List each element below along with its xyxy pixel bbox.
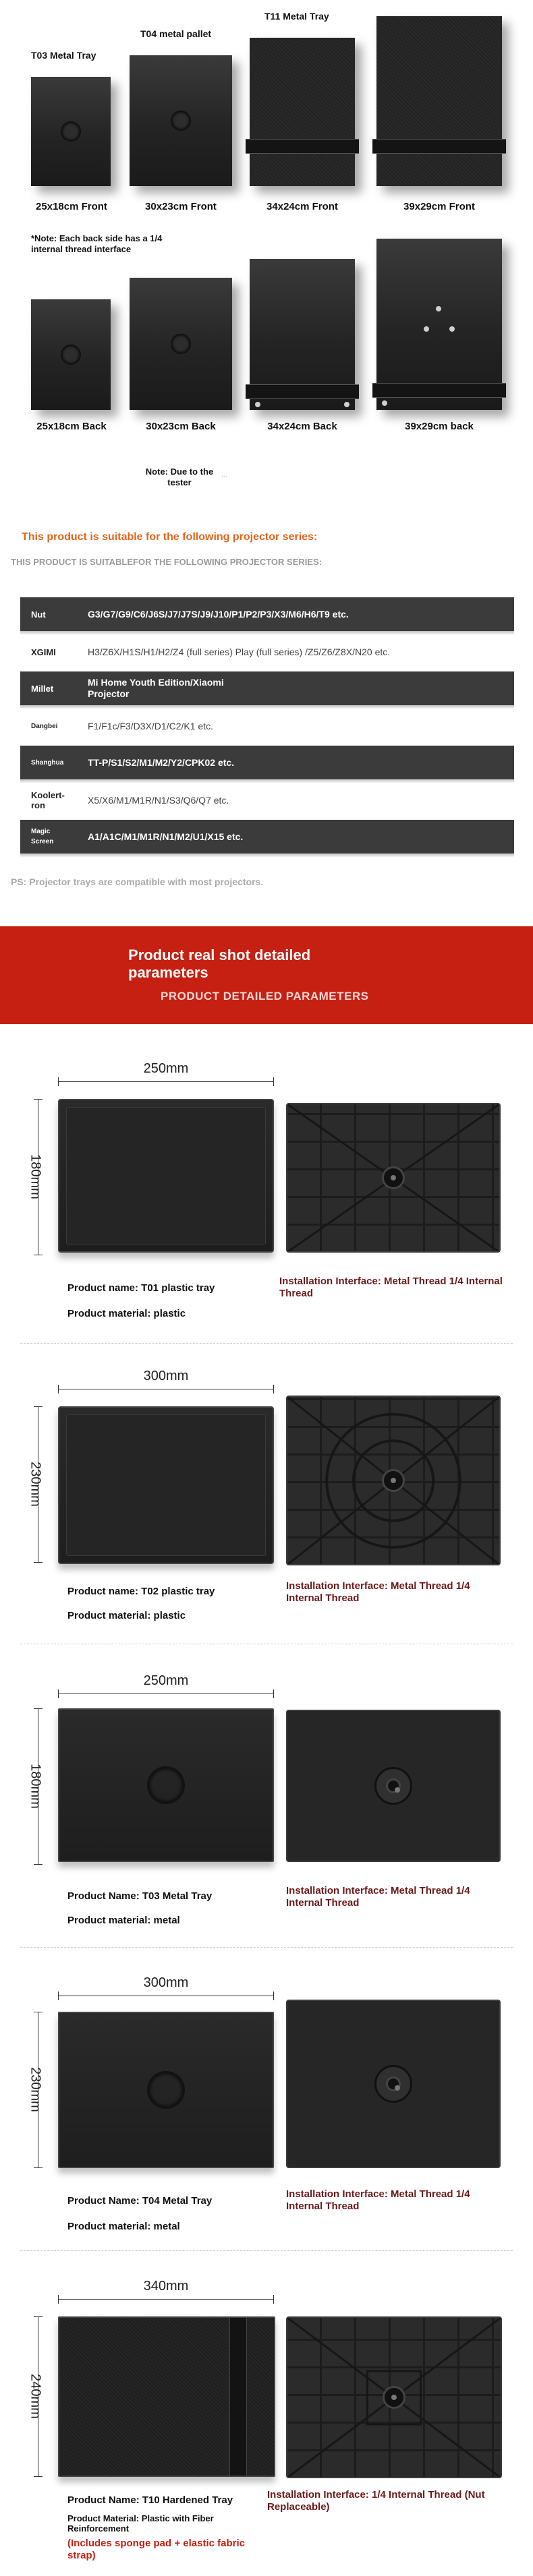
series-models: TT-P/S1/S2/M1/M2/Y2/CPK02 etc.	[88, 756, 235, 768]
series-heading-en: THIS PRODUCT IS SUITABLEFOR THE FOLLOWING PROJECTOR SERIES:	[11, 557, 322, 567]
series-brand: XGIMI	[31, 647, 56, 657]
series-row-xgimi	[20, 635, 514, 669]
product-interface: Installation Interface: Metal Thread 1/4 Internal Thread	[286, 1885, 470, 1909]
t04-back-photo	[286, 2000, 501, 2168]
series-models: A1/A1C/M1/M1R/N1/M2/U1/X15 etc.	[88, 831, 244, 842]
product-interface: Installation Interface: 1/4 Internal Thread (Nut Replaceable)	[267, 2489, 485, 2513]
height-label: 180mm	[28, 1764, 43, 1809]
back-thread-note: *Note: Each back side has a 1/4 internal thread interface	[31, 233, 163, 254]
thread-hub	[386, 2076, 401, 2091]
product-material: Product material: metal	[67, 2221, 180, 2232]
width-label: 300mm	[143, 1369, 189, 1383]
product-name: Product name: T02 plastic tray	[67, 1586, 215, 1597]
thread-hole	[171, 111, 191, 131]
series-row-nut	[20, 597, 514, 631]
width-dimension	[58, 1673, 274, 1687]
height-dimension	[22, 1406, 49, 1563]
t04-front-photo	[58, 2012, 274, 2168]
thread-hole	[171, 334, 191, 354]
product-extras: (Includes sponge pad + elastic fabric strap)	[67, 2538, 245, 2561]
section-divider	[20, 1343, 513, 1344]
grid-title-t11: T11 Metal Tray	[264, 11, 329, 22]
product-name: Product name: T01 plastic tray	[67, 1282, 215, 1294]
thread-hub	[382, 1166, 405, 1189]
section-divider	[20, 2250, 513, 2251]
thread-hole	[61, 121, 81, 142]
series-models: H3/Z6X/H1S/H1/H2/Z4 (full series) Play (full series) /Z5/Z6/Z8X/N20 etc.	[88, 646, 391, 657]
product-interface: Installation Interface: Metal Thread 1/4 Internal Thread	[286, 2188, 470, 2212]
series-heading: This product is suitable for the following projector series:	[22, 531, 318, 543]
width-label: 250mm	[143, 1673, 189, 1688]
elastic-strap	[246, 384, 359, 399]
t10-front-photo	[58, 2316, 275, 2477]
tester-note: Note: Due to the tester	[145, 467, 214, 487]
series-models: G3/G7/G9/C6/J6S/J7/J7S/J9/J10/P1/P2/P3/X3/M6/H6/T9 etc.	[88, 608, 349, 620]
series-models: X5/X6/M1/M1R/N1/S3/Q6/Q7 etc.	[88, 794, 229, 806]
height-dimension	[22, 1708, 49, 1865]
thread-hub	[386, 1778, 401, 1793]
front-label-25x18: 25x18cm Front	[36, 201, 107, 212]
width-label: 300mm	[143, 1975, 189, 1990]
t01-front-photo	[58, 1099, 274, 1253]
grid-title-t04: T04 metal pallet	[140, 28, 212, 39]
parameters-banner	[0, 926, 533, 1024]
elastic-strap	[372, 139, 506, 154]
tray-front-25x18	[31, 77, 111, 186]
back-label-34x24: 34x24cm Back	[267, 421, 337, 432]
series-brand: Millet	[31, 683, 54, 694]
product-name: Product Name: T04 Metal Tray	[67, 2195, 213, 2207]
tray-back-30x23	[130, 278, 232, 410]
back-label-25x18: 25x18cm Back	[36, 421, 107, 432]
height-label: 240mm	[28, 2374, 43, 2419]
series-brand: Magic Screen	[31, 828, 54, 845]
elastic-strap	[246, 139, 359, 154]
width-dimension	[58, 1975, 274, 1989]
series-brand: Shanghua	[31, 758, 64, 767]
t10-back-photo	[286, 2316, 502, 2478]
product-material: Product Material: Plastic with Fiber Reinforcement	[67, 2513, 214, 2534]
height-label: 180mm	[28, 1154, 43, 1199]
product-material: Product material: plastic	[67, 1308, 186, 1319]
width-dimension	[58, 1061, 274, 1075]
thread-hole	[61, 345, 81, 365]
back-label-39x29: 39x29cm back	[405, 421, 474, 432]
t03-back-photo	[286, 1710, 501, 1862]
width-dimension	[58, 1369, 274, 1382]
elastic-strap	[372, 383, 506, 398]
series-row-koolertron	[20, 783, 514, 817]
series-brand: Koolert-ron	[31, 790, 65, 810]
series-brand: Dangbei	[31, 722, 58, 730]
thread-hub	[383, 2386, 405, 2409]
t01-back-photo	[286, 1103, 501, 1253]
section-divider	[20, 1947, 513, 1948]
height-dimension	[22, 2316, 49, 2477]
front-label-39x29: 39x29cm Front	[403, 201, 475, 212]
height-label: 230mm	[28, 1462, 43, 1507]
tray-front-34x24	[250, 38, 355, 186]
height-dimension	[22, 1099, 49, 1255]
width-label: 250mm	[143, 1061, 189, 1076]
tray-front-30x23	[130, 55, 232, 186]
product-interface: Installation Interface: Metal Thread 1/4 Internal Thread	[286, 1580, 470, 1604]
product-material: Product material: metal	[67, 1915, 180, 1926]
height-dimension	[22, 2012, 49, 2168]
elastic-strap	[229, 2316, 247, 2477]
series-models: Mi Home Youth Edition/Xiaomi Projector	[88, 677, 224, 699]
tray-back-39x29	[376, 239, 502, 410]
tray-back-34x24	[250, 259, 355, 410]
product-interface: Installation Interface: Metal Thread 1/4 Internal Thread	[279, 1276, 503, 1299]
thread-hub	[382, 1469, 405, 1492]
width-label: 340mm	[143, 2279, 189, 2294]
series-row-magic-screen	[20, 820, 514, 853]
tester-note-blur: ...	[221, 471, 228, 479]
width-dimension	[58, 2279, 274, 2292]
compatibility-note: PS: Projector trays are compatible with most projectors.	[11, 876, 264, 887]
product-name: Product Name: T03 Metal Tray	[67, 1890, 213, 1902]
series-brand: Nut	[31, 609, 46, 620]
tray-back-25x18	[31, 299, 111, 410]
banner-subtitle: PRODUCT DETAILED PARAMETERS	[161, 990, 369, 1002]
front-label-30x23: 30x23cm Front	[145, 201, 217, 212]
series-models: F1/F1c/F3/D3X/D1/C2/K1 etc.	[88, 720, 213, 731]
t02-back-photo	[286, 1396, 501, 1565]
tray-front-39x29	[376, 16, 502, 186]
series-row-shanghua	[20, 746, 514, 779]
t02-front-photo	[58, 1406, 274, 1564]
grid-title-t03: T03 Metal Tray	[31, 50, 96, 61]
product-name: Product Name: T10 Hardened Tray	[67, 2494, 233, 2506]
product-material: Product material: plastic	[67, 1610, 186, 1621]
t03-front-photo	[58, 1708, 274, 1862]
series-row-dangbei	[20, 709, 514, 743]
banner-title: Product real shot detailed parameters	[128, 947, 311, 981]
front-label-34x24: 34x24cm Front	[266, 201, 338, 212]
series-row-millet	[20, 671, 514, 705]
height-label: 230mm	[28, 2067, 43, 2112]
back-label-30x23: 30x23cm Back	[146, 421, 216, 432]
